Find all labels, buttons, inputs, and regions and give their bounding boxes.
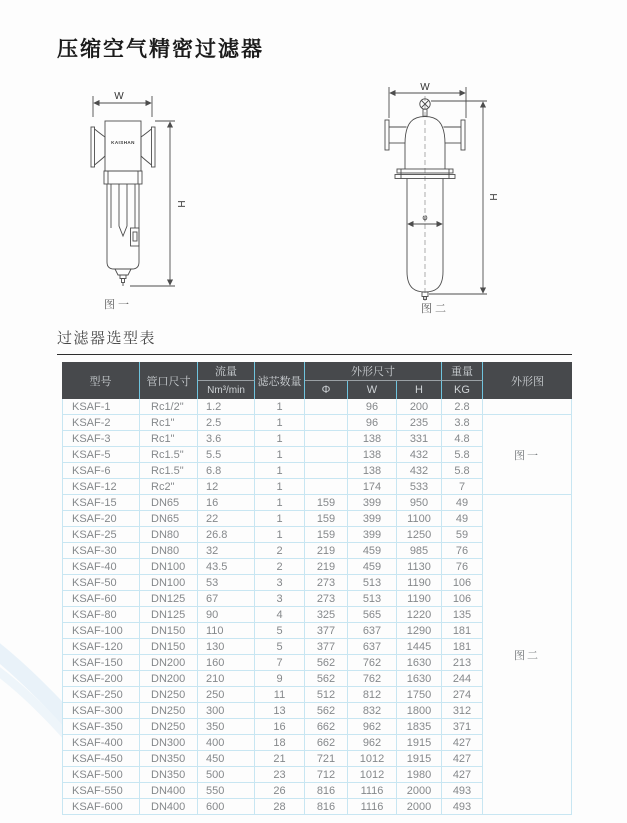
cell-kg: 244	[442, 671, 483, 687]
cell-port: DN250	[140, 719, 198, 735]
cell-model: KSAF-5	[62, 447, 140, 463]
cell-kg: 274	[442, 687, 483, 703]
cell-port: DN250	[140, 703, 198, 719]
cell-phi: 159	[305, 527, 348, 543]
cell-w: 399	[348, 527, 397, 543]
cell-kg: 427	[442, 767, 483, 783]
fig2-dim-h-label: H	[487, 193, 498, 201]
cell-kg: 135	[442, 607, 483, 623]
cell-w: 513	[348, 575, 397, 591]
cell-phi: 562	[305, 671, 348, 687]
cell-flow: 300	[198, 703, 255, 719]
cell-phi: 273	[305, 575, 348, 591]
cell-kg: 371	[442, 719, 483, 735]
cell-w: 637	[348, 623, 397, 639]
cell-port: Rc1.5"	[140, 463, 198, 479]
cell-w: 138	[348, 447, 397, 463]
cell-w: 832	[348, 703, 397, 719]
fig1-dim-h-label: H	[175, 200, 186, 208]
cell-port: DN150	[140, 623, 198, 639]
cell-qty: 23	[255, 767, 305, 783]
col-header-flow-unit: Nm³/min	[198, 381, 255, 399]
col-header-qty: 滤芯数量	[255, 362, 305, 399]
cell-w: 812	[348, 687, 397, 703]
cell-qty: 2	[255, 559, 305, 575]
cell-h: 2000	[397, 783, 442, 799]
cell-kg: 76	[442, 559, 483, 575]
cell-flow: 600	[198, 799, 255, 815]
cell-phi: 512	[305, 687, 348, 703]
cell-h: 235	[397, 415, 442, 431]
col-header-model: 型号	[62, 362, 140, 399]
cell-port: DN200	[140, 655, 198, 671]
cell-kg: 7	[442, 479, 483, 495]
cell-w: 138	[348, 431, 397, 447]
cell-flow: 32	[198, 543, 255, 559]
cell-phi	[305, 447, 348, 463]
col-header-w: W	[348, 381, 397, 399]
cell-w: 1012	[348, 767, 397, 783]
cell-port: DN80	[140, 527, 198, 543]
cell-model: KSAF-450	[62, 751, 140, 767]
figure-2-caption: 图二	[421, 303, 449, 315]
table-row	[62, 399, 572, 415]
table-row	[62, 495, 572, 511]
cell-h: 1190	[397, 591, 442, 607]
cell-flow: 500	[198, 767, 255, 783]
cell-w: 762	[348, 655, 397, 671]
cell-model: KSAF-15	[62, 495, 140, 511]
cell-model: KSAF-60	[62, 591, 140, 607]
cell-phi: 721	[305, 751, 348, 767]
cell-kg: 106	[442, 575, 483, 591]
cell-port: DN80	[140, 543, 198, 559]
cell-w: 1116	[348, 783, 397, 799]
filter-selection-table	[62, 362, 572, 815]
cell-qty: 28	[255, 799, 305, 815]
table-header	[62, 362, 572, 399]
figure-2-drawing	[368, 80, 508, 316]
cell-model: KSAF-600	[62, 799, 140, 815]
cell-flow: 350	[198, 719, 255, 735]
col-header-kg: KG	[442, 381, 483, 399]
cell-qty: 2	[255, 543, 305, 559]
cell-phi: 219	[305, 543, 348, 559]
cell-qty: 4	[255, 607, 305, 623]
cell-model: KSAF-40	[62, 559, 140, 575]
cell-h: 985	[397, 543, 442, 559]
cell-port: DN150	[140, 639, 198, 655]
cell-phi: 562	[305, 703, 348, 719]
cell-flow: 160	[198, 655, 255, 671]
cell-port: Rc1/2"	[140, 399, 198, 415]
cell-model: KSAF-350	[62, 719, 140, 735]
cell-outline-figure	[483, 399, 572, 415]
cell-w: 962	[348, 719, 397, 735]
cell-h: 1250	[397, 527, 442, 543]
cell-qty: 26	[255, 783, 305, 799]
cell-h: 1915	[397, 751, 442, 767]
cell-h: 331	[397, 431, 442, 447]
cell-kg: 76	[442, 543, 483, 559]
cell-port: Rc2"	[140, 479, 198, 495]
cell-kg: 181	[442, 623, 483, 639]
cell-kg: 49	[442, 495, 483, 511]
cell-model: KSAF-3	[62, 431, 140, 447]
cell-qty: 21	[255, 751, 305, 767]
cell-flow: 400	[198, 735, 255, 751]
cell-phi	[305, 479, 348, 495]
cell-kg: 5.8	[442, 463, 483, 479]
cell-port: Rc1"	[140, 415, 198, 431]
cell-qty: 18	[255, 735, 305, 751]
cell-w: 399	[348, 511, 397, 527]
cell-kg: 49	[442, 511, 483, 527]
cell-port: DN250	[140, 687, 198, 703]
cell-model: KSAF-150	[62, 655, 140, 671]
cell-w: 565	[348, 607, 397, 623]
section-rule	[57, 354, 572, 355]
cell-model: KSAF-20	[62, 511, 140, 527]
cell-port: DN400	[140, 783, 198, 799]
cell-h: 200	[397, 399, 442, 415]
cell-kg: 427	[442, 735, 483, 751]
cell-phi: 273	[305, 591, 348, 607]
cell-h: 1915	[397, 735, 442, 751]
table-row	[62, 415, 572, 431]
cell-flow: 2.5	[198, 415, 255, 431]
cell-port: DN100	[140, 559, 198, 575]
cell-w: 962	[348, 735, 397, 751]
section-title: 过滤器选型表	[57, 330, 157, 347]
cell-flow: 53	[198, 575, 255, 591]
cell-phi: 159	[305, 511, 348, 527]
cell-phi	[305, 415, 348, 431]
cell-model: KSAF-2	[62, 415, 140, 431]
cell-phi	[305, 463, 348, 479]
cell-w: 459	[348, 559, 397, 575]
figure-1-drawing	[78, 86, 228, 296]
cell-flow: 3.6	[198, 431, 255, 447]
cell-model: KSAF-6	[62, 463, 140, 479]
cell-kg: 493	[442, 799, 483, 815]
cell-model: KSAF-1	[62, 399, 140, 415]
cell-port: DN400	[140, 799, 198, 815]
cell-phi: 377	[305, 639, 348, 655]
cell-h: 1835	[397, 719, 442, 735]
figure-1-caption: 图一	[104, 299, 132, 311]
cell-flow: 22	[198, 511, 255, 527]
cell-w: 138	[348, 463, 397, 479]
cell-flow: 210	[198, 671, 255, 687]
cell-kg: 59	[442, 527, 483, 543]
cell-h: 1630	[397, 671, 442, 687]
cell-phi: 562	[305, 655, 348, 671]
cell-w: 1012	[348, 751, 397, 767]
cell-w: 762	[348, 671, 397, 687]
cell-flow: 43.5	[198, 559, 255, 575]
cell-model: KSAF-500	[62, 767, 140, 783]
page-title: 压缩空气精密过滤器	[57, 38, 264, 61]
col-header-outline: 外形图	[483, 362, 572, 399]
cell-w: 399	[348, 495, 397, 511]
cell-w: 637	[348, 639, 397, 655]
cell-h: 432	[397, 463, 442, 479]
col-header-phi: Φ	[305, 381, 348, 399]
cell-kg: 4.8	[442, 431, 483, 447]
cell-h: 950	[397, 495, 442, 511]
cell-kg: 181	[442, 639, 483, 655]
cell-outline-figure: 图二	[483, 495, 572, 815]
cell-qty: 1	[255, 479, 305, 495]
cell-qty: 1	[255, 431, 305, 447]
cell-qty: 11	[255, 687, 305, 703]
cell-w: 96	[348, 415, 397, 431]
cell-flow: 26.8	[198, 527, 255, 543]
cell-phi: 712	[305, 767, 348, 783]
cell-model: KSAF-25	[62, 527, 140, 543]
col-header-flow: 流量	[198, 362, 255, 381]
cell-flow: 12	[198, 479, 255, 495]
cell-model: KSAF-12	[62, 479, 140, 495]
cell-port: DN100	[140, 575, 198, 591]
cell-port: DN65	[140, 511, 198, 527]
cell-flow: 110	[198, 623, 255, 639]
cell-phi: 816	[305, 783, 348, 799]
cell-qty: 1	[255, 511, 305, 527]
fig1-brand-label: KAISHAN	[111, 140, 135, 145]
cell-w: 174	[348, 479, 397, 495]
cell-model: KSAF-200	[62, 671, 140, 687]
cell-phi: 325	[305, 607, 348, 623]
cell-port: DN300	[140, 735, 198, 751]
cell-flow: 130	[198, 639, 255, 655]
cell-w: 96	[348, 399, 397, 415]
cell-qty: 7	[255, 655, 305, 671]
cell-kg: 2.8	[442, 399, 483, 415]
cell-qty: 1	[255, 463, 305, 479]
cell-h: 432	[397, 447, 442, 463]
cell-kg: 106	[442, 591, 483, 607]
col-header-port: 管口尺寸	[140, 362, 198, 399]
cell-h: 2000	[397, 799, 442, 815]
cell-phi: 377	[305, 623, 348, 639]
cell-qty: 1	[255, 415, 305, 431]
cell-h: 1190	[397, 575, 442, 591]
cell-h: 1130	[397, 559, 442, 575]
cell-model: KSAF-250	[62, 687, 140, 703]
fig2-dim-phi-label: φ	[422, 213, 428, 222]
cell-qty: 1	[255, 527, 305, 543]
cell-qty: 3	[255, 575, 305, 591]
cell-qty: 5	[255, 639, 305, 655]
cell-qty: 5	[255, 623, 305, 639]
cell-kg: 493	[442, 783, 483, 799]
cell-flow: 5.5	[198, 447, 255, 463]
cell-qty: 1	[255, 399, 305, 415]
table-section-header	[57, 327, 572, 355]
cell-qty: 16	[255, 719, 305, 735]
fig1-dim-w-label: W	[114, 91, 124, 102]
cell-h: 1980	[397, 767, 442, 783]
cell-model: KSAF-80	[62, 607, 140, 623]
cell-model: KSAF-550	[62, 783, 140, 799]
cell-kg: 427	[442, 751, 483, 767]
cell-flow: 250	[198, 687, 255, 703]
cell-flow: 16	[198, 495, 255, 511]
cell-qty: 9	[255, 671, 305, 687]
cell-phi: 816	[305, 799, 348, 815]
cell-flow: 550	[198, 783, 255, 799]
cell-port: DN125	[140, 607, 198, 623]
cell-model: KSAF-300	[62, 703, 140, 719]
cell-phi: 159	[305, 495, 348, 511]
cell-qty: 1	[255, 447, 305, 463]
cell-w: 1116	[348, 799, 397, 815]
cell-kg: 5.8	[442, 447, 483, 463]
cell-phi: 662	[305, 735, 348, 751]
col-header-h: H	[397, 381, 442, 399]
cell-phi: 662	[305, 719, 348, 735]
cell-h: 533	[397, 479, 442, 495]
cell-flow: 6.8	[198, 463, 255, 479]
cell-w: 513	[348, 591, 397, 607]
cell-flow: 1.2	[198, 399, 255, 415]
cell-phi	[305, 431, 348, 447]
cell-qty: 13	[255, 703, 305, 719]
cell-h: 1630	[397, 655, 442, 671]
cell-port: DN350	[140, 767, 198, 783]
cell-flow: 67	[198, 591, 255, 607]
cell-h: 1100	[397, 511, 442, 527]
cell-port: DN350	[140, 751, 198, 767]
col-header-dimensions: 外形尺寸	[305, 362, 442, 381]
cell-phi	[305, 399, 348, 415]
cell-flow: 90	[198, 607, 255, 623]
cell-port: DN65	[140, 495, 198, 511]
cell-qty: 1	[255, 495, 305, 511]
cell-port: Rc1"	[140, 431, 198, 447]
cell-w: 459	[348, 543, 397, 559]
cell-phi: 219	[305, 559, 348, 575]
table-body	[62, 399, 572, 815]
cell-port: DN200	[140, 671, 198, 687]
col-header-weight: 重量	[442, 362, 483, 381]
cell-h: 1445	[397, 639, 442, 655]
cell-h: 1800	[397, 703, 442, 719]
cell-port: Rc1.5"	[140, 447, 198, 463]
cell-qty: 3	[255, 591, 305, 607]
cell-h: 1220	[397, 607, 442, 623]
cell-model: KSAF-100	[62, 623, 140, 639]
cell-kg: 213	[442, 655, 483, 671]
fig2-dim-w-label: W	[420, 82, 430, 93]
cell-h: 1750	[397, 687, 442, 703]
cell-kg: 312	[442, 703, 483, 719]
cell-model: KSAF-120	[62, 639, 140, 655]
cell-port: DN125	[140, 591, 198, 607]
cell-model: KSAF-400	[62, 735, 140, 751]
cell-model: KSAF-50	[62, 575, 140, 591]
cell-flow: 450	[198, 751, 255, 767]
cell-h: 1290	[397, 623, 442, 639]
cell-model: KSAF-30	[62, 543, 140, 559]
cell-kg: 3.8	[442, 415, 483, 431]
cell-outline-figure: 图一	[483, 415, 572, 495]
